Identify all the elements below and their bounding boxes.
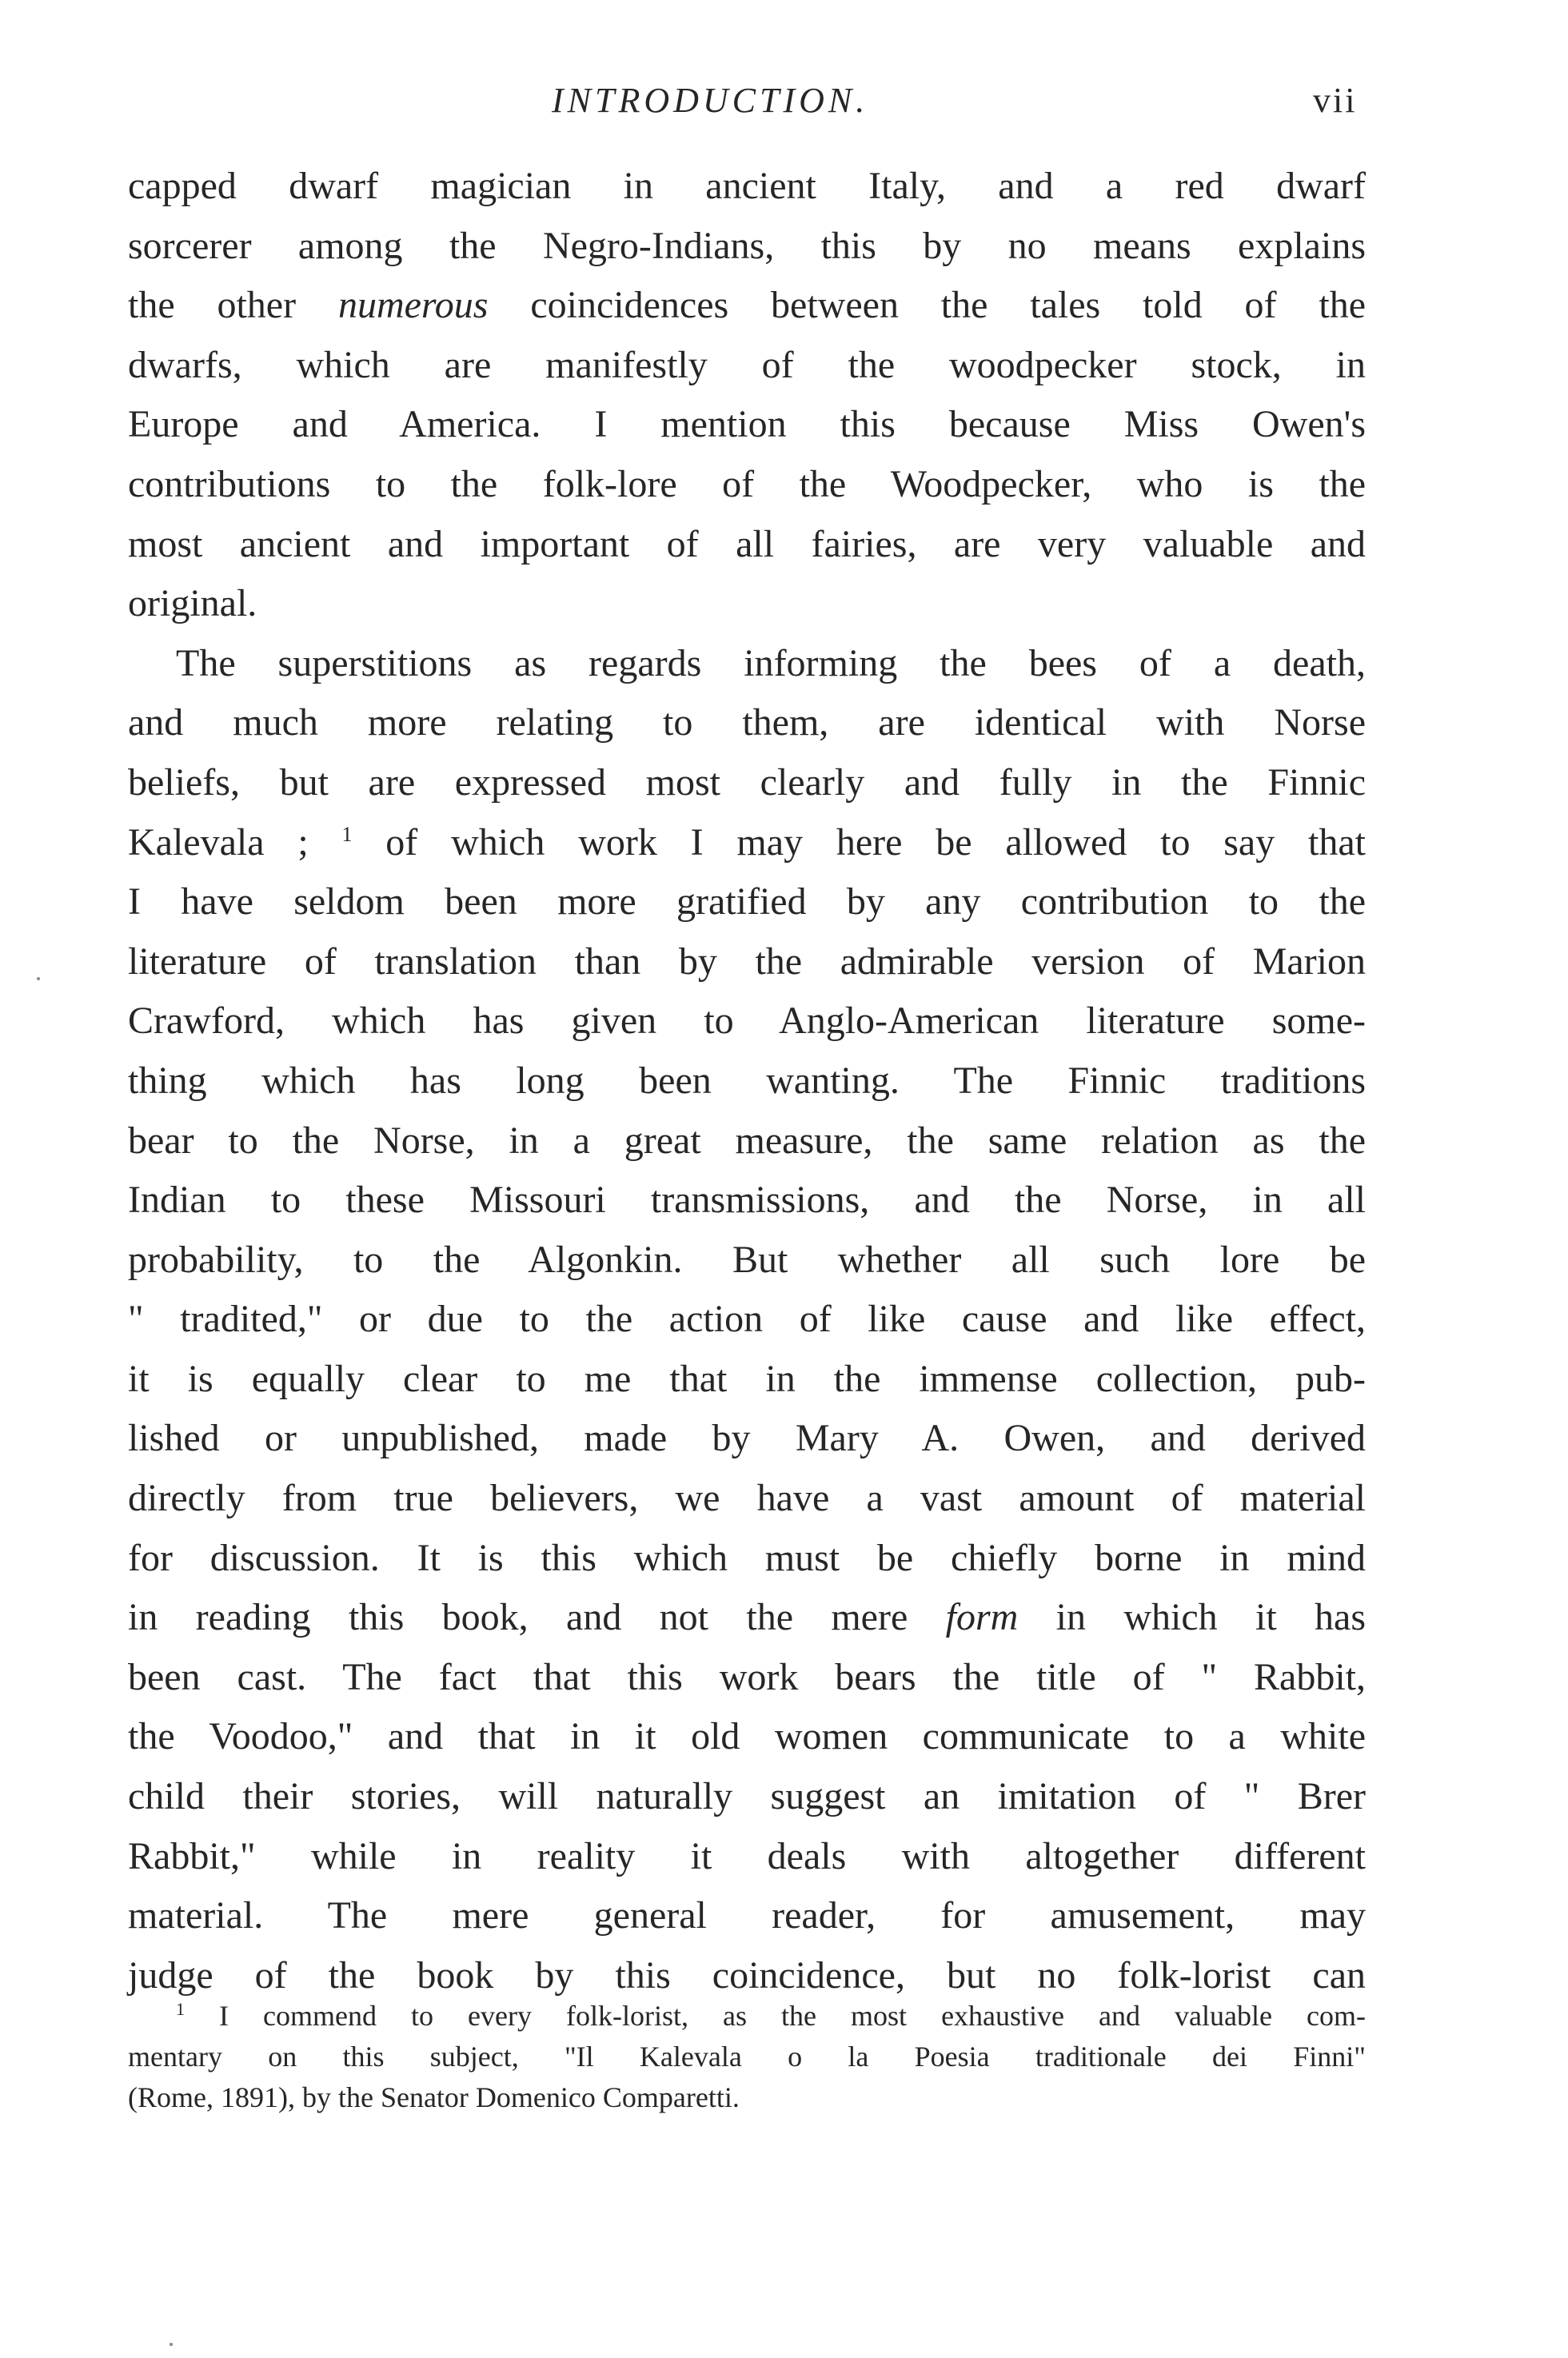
text-run: in reading this book, and not the mere [128,1596,946,1639]
text-line: the Voodoo," and that in it old women communicate to a white [128,1715,1366,1758]
text-line: most ancient and important of all fairies, are very valuable and [128,522,1366,565]
paragraph-start-line: The superstitions as regards informing the bees of a death, [176,641,1366,684]
text-line: child their stories, will naturally suggest an imitation of " Brer [128,1775,1366,1818]
text-line: literature of translation than by the admirable version of Marion [128,940,1366,983]
paper-speck [37,977,40,980]
text-line: sorcerer among the Negro-Indians, this by no means explains [128,224,1366,267]
text-line: original. [128,582,257,625]
footnote-line: (Rome, 1891), by the Senator Domenico Comparetti. [128,2081,740,2113]
text-line: directly from true believers, we have a vast amount of material [128,1477,1366,1520]
text-line [128,1588,1366,1648]
page-number: vii [1313,81,1358,120]
running-title: INTRODUCTION. [552,81,869,120]
text-line: contributions to the folk-lore of the Woodpecker, who is the [128,462,1366,505]
text-line: it is equally clear to me that in the immense collection, pub- [128,1357,1366,1400]
text-run: Kalevala ; [128,820,342,864]
text-line: capped dwarf magician in ancient Italy, and a red dwarf [128,165,1366,207]
text-run: coincidences between the tales told of the [488,284,1367,327]
running-head [0,77,1568,125]
text-line: probability, to the Algonkin. But whether all such lore be [128,1238,1366,1281]
text-run: in which it has [1018,1596,1367,1639]
text-line: lished or unpublished, made by Mary A. Owen, and derived [128,1417,1366,1460]
text-line: Crawford, which has given to Anglo-American literature some- [128,999,1366,1043]
text-line [128,813,1366,873]
text-line: Indian to these Missouri transmissions, and the Norse, in all [128,1179,1366,1222]
text-line: Rabbit," while in reality it deals with altogether different [128,1834,1366,1877]
text-run: of which work I may here be allowed to say that [352,820,1367,864]
body-text [128,157,1366,2005]
emphasis-form: form [945,1596,1019,1639]
footnote-text: I commend to every folk-lorist, as the most exhaustive and valuable com- [185,2000,1366,2032]
text-line: beliefs, but are expressed most clearly and fully in the Finnic [128,760,1366,804]
footnote-line: mentary on this subject, "Il Kalevala o la Poesia traditionale dei Finni" [128,2041,1366,2073]
text-line: material. The mere general reader, for amusement, may [128,1894,1366,1937]
text-line: Europe and America. I mention this because Miss Owen's [128,403,1366,446]
text-line: been cast. The fact that this work bears the title of " Rabbit, [128,1655,1366,1698]
text-line: thing which has long been wanting. The Finnic traditions [128,1059,1366,1102]
text-line: I have seldom been more gratified by any contribution to the [128,880,1366,924]
text-line: judge of the book by this coincidence, but no folk-lorist can [128,1953,1366,1997]
text-line: " tradited," or due to the action of like cause and like effect, [128,1298,1366,1341]
text-line: dwarfs, which are manifestly of the woodpecker stock, in [128,343,1366,386]
text-line: and much more relating to them, are identical with Norse [128,701,1366,744]
footnote-line [128,1996,1366,2037]
footnote-reference: 1 [341,822,353,846]
text-run: the other [128,284,338,327]
paper-speck [170,2343,173,2346]
text-line: for discussion. It is this which must be chiefly borne in mind [128,1536,1366,1579]
text-line [128,276,1366,336]
footnote [128,1996,1366,2118]
footnote-marker: 1 [176,1999,185,2019]
text-line: bear to the Norse, in a great measure, the same relation as the [128,1119,1366,1162]
emphasis-numerous: numerous [337,284,489,327]
